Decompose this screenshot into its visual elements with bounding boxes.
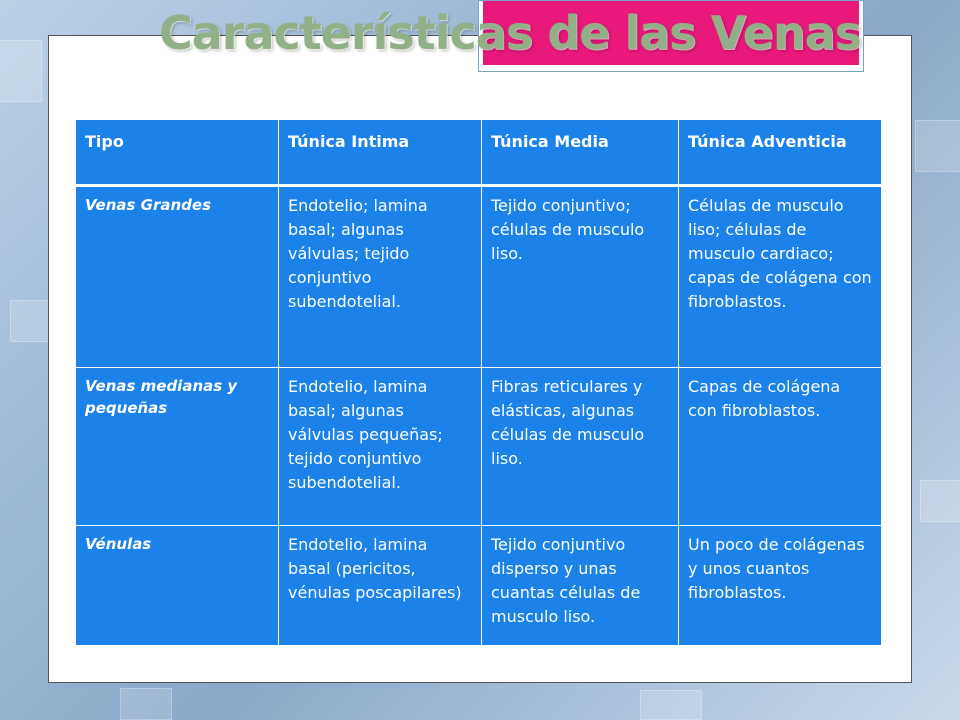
background-square bbox=[120, 688, 172, 720]
cell-intima: Endotelio, lamina basal; algunas válvulas pequeñas; tejido conjuntivo subendotelial. bbox=[279, 367, 482, 525]
cell-tipo: Vénulas bbox=[76, 525, 279, 645]
background-square bbox=[915, 120, 960, 172]
cell-intima: Endotelio, lamina basal (pericitos, vénulas poscapilares) bbox=[279, 525, 482, 645]
cell-media: Tejido conjuntivo; células de musculo liso. bbox=[482, 186, 679, 368]
background-square bbox=[10, 300, 52, 342]
cell-adventicia: Capas de colágena con fibroblastos. bbox=[679, 367, 882, 525]
header-tunica-media: Túnica Media bbox=[482, 120, 679, 186]
header-tunica-adventicia: Túnica Adventicia bbox=[679, 120, 882, 186]
table-header-row bbox=[76, 120, 882, 186]
background-square bbox=[920, 480, 960, 522]
slide-title: Características de las Venas bbox=[158, 6, 862, 60]
cell-tipo: Venas medianas y pequeñas bbox=[76, 367, 279, 525]
table-row bbox=[76, 367, 882, 525]
background-square bbox=[640, 690, 702, 720]
cell-intima: Endotelio; lamina basal; algunas válvulas; tejido conjuntivo subendotelial. bbox=[279, 186, 482, 368]
veins-table bbox=[75, 119, 882, 646]
table-row bbox=[76, 186, 882, 368]
cell-adventicia: Un poco de colágenas y unos cuantos fibroblastos. bbox=[679, 525, 882, 645]
header-tipo: Tipo bbox=[76, 120, 279, 186]
header-tunica-intima: Túnica Intima bbox=[279, 120, 482, 186]
cell-media: Tejido conjuntivo disperso y unas cuantas células de musculo liso. bbox=[482, 525, 679, 645]
table-row bbox=[76, 525, 882, 645]
cell-media: Fibras reticulares y elásticas, algunas células de musculo liso. bbox=[482, 367, 679, 525]
cell-adventicia: Células de musculo liso; células de musculo cardiaco; capas de colágena con fibroblastos. bbox=[679, 186, 882, 368]
cell-tipo: Venas Grandes bbox=[76, 186, 279, 368]
